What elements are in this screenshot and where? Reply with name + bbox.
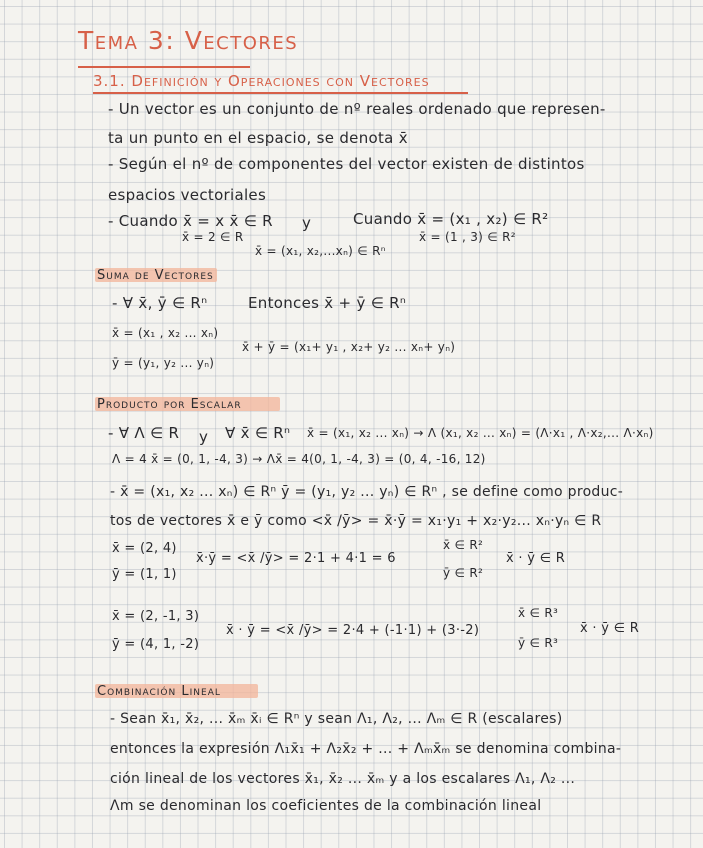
ex1-x: x̄ = (2, 4) [112, 541, 177, 556]
title-underline [78, 66, 250, 68]
ex2-calc: x̄ · ȳ = <x̄ /ȳ> = 2·4 + (-1·1) + (3·-2) [226, 623, 480, 638]
ex2-bx: x̄ ∈ R³ [518, 606, 559, 620]
combinacion-line-3: ción lineal de los vectores x̄₁, x̄₂ ... x̄ₘ y a los escalares Λ₁, Λ₂ ... [110, 771, 576, 787]
ex1-bx: x̄ ∈ R² [443, 538, 484, 552]
ex1-y: ȳ = (1, 1) [112, 567, 177, 582]
ex1-calc: x̄·ȳ = <x̄ /ȳ> = 2·1 + 4·1 = 6 [196, 551, 396, 566]
intro-line-4: espacios vectoriales [108, 186, 267, 204]
page-title: Tema 3: Vectores [78, 26, 299, 55]
ex1-res: x̄ · ȳ ∈ R [506, 551, 566, 566]
intro-line-2: ta un punto en el espacio, se denota x̄ [108, 129, 408, 147]
intro-line-1: - Un vector es un conjunto de nº reales ordenado que represen- [108, 100, 606, 118]
producto-line-1d: x̄ = (x₁, x₂ ... xₙ) → Λ (x₁, x₂ ... xₙ) = (Λ·x₁ , Λ·x₂,... Λ·xₙ) [307, 426, 654, 440]
producto-line-2: Λ = 4 x̄ = (0, 1, -4, 3) → Λx̄ = 4(0, 1, -4, 3) = (0, 4, -16, 12) [112, 452, 486, 466]
intro-line-5e: x̄ = (1 , 3) ∈ R² [419, 230, 516, 244]
producto-line-3: - x̄ = (x₁, x₂ ... xₙ) ∈ Rⁿ ȳ = (y₁, y₂ ... yₙ) ∈ Rⁿ , se define como produc- [110, 484, 624, 500]
suma-line-1: - ∀ x̄, ȳ ∈ Rⁿ [112, 294, 208, 312]
section-subtitle: 3.1. Definición y Operaciones con Vectores [93, 72, 430, 90]
producto-line-4: tos de vectores x̄ e ȳ como <x̄ /ȳ> = x̄·ȳ = x₁·y₁ + x₂·y₂... xₙ·yₙ ∈ R [110, 513, 602, 529]
suma-line-1b: Entonces x̄ + ȳ ∈ Rⁿ [248, 294, 407, 312]
producto-line-1b: y [199, 428, 209, 446]
intro-line-5a: - Cuando x̄ = x x̄ ∈ R [108, 212, 273, 230]
intro-line-5c: y [302, 214, 312, 232]
ex1-by: ȳ ∈ R² [443, 566, 484, 580]
producto-heading: Producto por Escalar [97, 397, 242, 412]
producto-line-1c: ∀ x̄ ∈ Rⁿ [225, 424, 291, 442]
ex2-y: ȳ = (4, 1, -2) [112, 637, 200, 652]
producto-line-1a: - ∀ Λ ∈ R [108, 424, 180, 442]
suma-line-4: x̄ + ȳ = (x₁+ y₁ , x₂+ y₂ ... xₙ+ yₙ) [242, 340, 456, 354]
ex2-x: x̄ = (2, -1, 3) [112, 609, 200, 624]
ex2-by: ȳ ∈ R³ [518, 636, 559, 650]
combinacion-line-4: Λm se denominan los coeficientes de la combinación lineal [110, 798, 542, 814]
suma-line-2: x̄ = (x₁ , x₂ ... xₙ) [112, 326, 219, 340]
combinacion-line-1: - Sean x̄₁, x̄₂, ... x̄ₘ x̄ᵢ ∈ Rⁿ y sean Λ₁, Λ₂, ... Λₘ ∈ R (escalares) [110, 711, 563, 727]
subtitle-underline [93, 92, 468, 94]
intro-line-3: - Según el nº de componentes del vector existen de distintos [108, 155, 585, 173]
suma-line-3: ȳ = (y₁, y₂ ... yₙ) [112, 356, 215, 370]
intro-line-6: x̄ = (x₁, x₂,...xₙ) ∈ Rⁿ [255, 244, 386, 258]
combinacion-heading: Combinación Lineal [97, 684, 221, 699]
combinacion-line-2: entonces la expresión Λ₁x̄₁ + Λ₂x̄₂ + ... + Λₘx̄ₘ se denomina combina- [110, 741, 622, 757]
intro-line-5b: x̄ = 2 ∈ R [182, 230, 244, 244]
ex2-res: x̄ · ȳ ∈ R [580, 621, 640, 636]
suma-heading: Suma de Vectores [97, 268, 214, 283]
intro-line-5d: Cuando x̄ = (x₁ , x₂) ∈ R² [353, 210, 549, 228]
